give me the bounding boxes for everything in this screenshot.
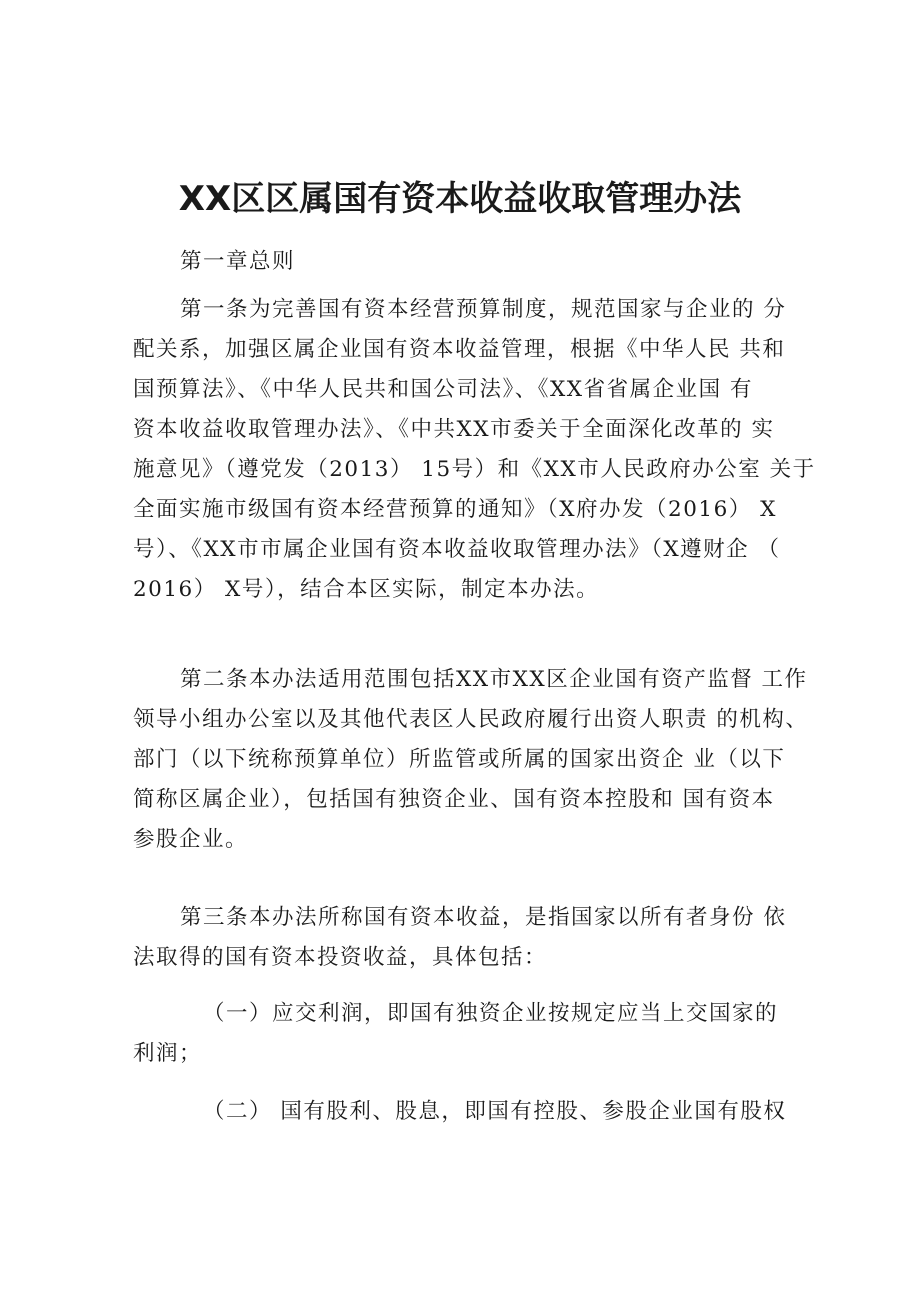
article-3 bbox=[133, 898, 803, 978]
item-1-line: 利润； bbox=[133, 1041, 203, 1066]
article-2 bbox=[133, 660, 809, 860]
article-2-line: 第二条本办法适用范围包括XX市XX区企业国有资产监督 工作 bbox=[180, 667, 808, 692]
article-1-line: 第一条为完善国有资本经营预算制度，规范国家与企业的 分 bbox=[180, 297, 787, 322]
item-1 bbox=[133, 994, 803, 1074]
article-1-line: 全面实施市级国有资本经营预算的通知》（X府办发（2016） X bbox=[133, 497, 777, 522]
item-2 bbox=[133, 1092, 803, 1132]
chapter-heading-block bbox=[133, 242, 803, 282]
article-2-line: 领导小组办公室以及其他代表区人民政府履行出资人职责 的机构、 bbox=[133, 707, 809, 732]
article-1-line: 2016） X号），结合本区实际，制定本办法。 bbox=[133, 577, 600, 602]
item-1-line: （一）应交利润，即国有独资企业按规定应当上交国家的 bbox=[203, 1001, 779, 1026]
article-2-line: 简称区属企业），包括国有独资企业、国有资本控股和 国有资本 bbox=[133, 787, 775, 812]
document-title: XX区区属国有资本收益收取管理办法 bbox=[178, 179, 742, 219]
article-1-line: 号）、《XX市市属企业国有资本收益收取管理办法》（X遵财企 （ bbox=[133, 537, 781, 562]
article-3-line: 第三条本办法所称国有资本收益，是指国家以所有者身份 依 bbox=[180, 905, 787, 930]
article-1-line: 资本收益收取管理办法》、《中共XX市委关于全面深化改革的 实 bbox=[133, 417, 775, 442]
article-1-line: 国预算法》、《中华人民共和国公司法》、《XX省省属企业国 有 bbox=[133, 377, 753, 402]
article-3-line: 法取得的国有资本投资收益，具体包括： bbox=[133, 945, 548, 970]
item-2-line: （二） 国有股利、股息，即国有控股、参股企业国有股权 bbox=[203, 1099, 787, 1124]
article-1-line: 施意见》（遵党发（2013） 15号）和《XX市人民政府办公室 关于 bbox=[133, 457, 816, 482]
chapter-heading: 第一章总则 bbox=[180, 249, 296, 274]
article-2-line: 部门（以下统称预算单位）所监管或所属的国家出资企 业（以下 bbox=[133, 747, 786, 772]
article-1 bbox=[133, 290, 816, 610]
article-2-line: 参股企业。 bbox=[133, 827, 249, 852]
article-1-line: 配关系，加强区属企业国有资本收益管理，根据《中华人民 共和 bbox=[133, 337, 786, 362]
